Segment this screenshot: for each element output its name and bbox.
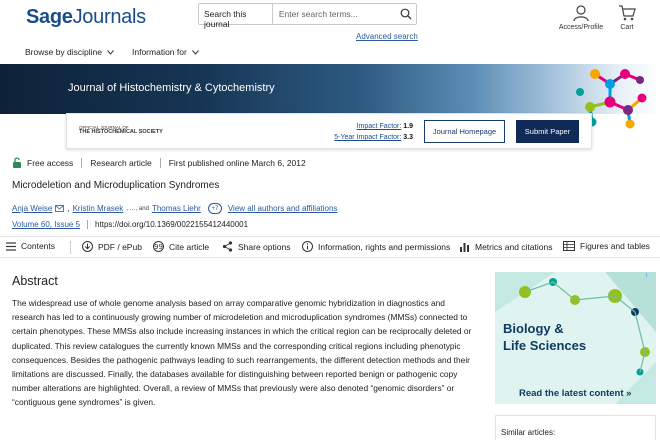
pdf-epub-button[interactable]: PDF / ePub: [82, 241, 142, 252]
free-access-label: Free access: [27, 157, 74, 168]
article-meta: [12, 157, 306, 168]
bar-chart-icon: [459, 241, 470, 252]
cart-label: Cart: [620, 24, 634, 31]
email-icon[interactable]: [55, 205, 64, 212]
five-year-impact-factor-value: 3.3: [403, 134, 413, 141]
abstract-text: The widespread use of whole genome analysis based on array comparative genomic hybridization in diagnostics and research has led to a continuously growing number of microdeletion and microduplication syndromes (MMSs) connected to certain phenotypes. These MMSs also include increasing instances in which the critical region can be reciprocally deleted or duplicated. This review catalogues the currently known MMSs and the corresponding critical regions including phenotypic consequences. Besides the pathogenic pathways leading to such rearrangements, the different detection methods and their limitations are discussed. Finally, the databases available for distinguishing between reported benign or pathogenic copy number alterations are highlighted. Overall, a review of MMSs that previously were also denoted “genomic disorders” or “contiguous gene syndromes” is given.: [12, 298, 472, 408]
article-type: Research article: [90, 157, 152, 168]
divider: [87, 220, 88, 229]
access-profile-button[interactable]: [558, 4, 604, 31]
author-separator: , …, and: [126, 205, 149, 212]
journal-info-card: [66, 113, 592, 149]
download-icon: [82, 241, 93, 252]
contents-button[interactable]: Contents: [6, 241, 55, 251]
journal-title[interactable]: Journal of Histochemistry & Cytochemistry: [68, 82, 275, 94]
search-bar: [198, 3, 417, 29]
top-bar: [0, 0, 660, 42]
advertisement-banner[interactable]: [495, 272, 656, 404]
cart-button[interactable]: [615, 4, 639, 31]
user-icon: [572, 4, 590, 22]
share-options-button[interactable]: Share options: [222, 241, 290, 252]
abstract-heading: Abstract: [12, 274, 58, 288]
ad-read-latest-link[interactable]: Read the latest content »: [519, 388, 632, 399]
submit-paper-button[interactable]: Submit Paper: [516, 120, 579, 143]
main-nav: [0, 42, 660, 64]
ad-title: Biology & Life Sciences: [503, 321, 587, 353]
similar-articles-heading: Similar articles:: [501, 428, 556, 437]
article-title: Microdeletion and Microduplication Syndromes: [12, 180, 220, 191]
article-toolbar: [0, 236, 660, 258]
author-link[interactable]: Anja Weise: [12, 204, 53, 213]
list-icon: [6, 242, 16, 251]
impact-factors: [334, 121, 413, 143]
impact-factor-link[interactable]: Impact Factor:: [356, 123, 402, 130]
search-icon: [400, 8, 412, 20]
more-authors-badge[interactable]: +7: [208, 203, 222, 214]
unlock-icon: [12, 157, 22, 168]
svg-text:99: 99: [154, 243, 163, 251]
volume-info: [12, 220, 248, 229]
information-for-menu[interactable]: Information for: [132, 47, 199, 57]
sage-journals-logo[interactable]: SageJournals: [26, 6, 146, 28]
author-list: Anja Weise , Kristin Mrasek , …, and Thomas Liehr +7 View all authors and affiliations: [12, 204, 338, 213]
author-link[interactable]: Thomas Liehr: [151, 204, 201, 213]
author-link[interactable]: Kristin Mrasek: [72, 204, 124, 213]
quote-icon: [153, 241, 164, 252]
divider: [160, 158, 161, 168]
doi-link[interactable]: https://doi.org/10.1369/0022155412440001: [95, 220, 249, 229]
search-scope-select[interactable]: Search this journal: [199, 4, 273, 24]
share-icon: [222, 241, 233, 252]
info-icon: [302, 241, 313, 252]
metrics-citations-button[interactable]: Metrics and citations: [459, 241, 552, 252]
view-all-authors-link[interactable]: View all authors and affiliations: [227, 204, 338, 213]
impact-factor-value: 1.9: [403, 123, 413, 130]
cite-article-button[interactable]: 99 Cite article: [154, 241, 210, 252]
search-input[interactable]: [273, 4, 396, 24]
journal-homepage-button[interactable]: Journal Homepage: [424, 120, 505, 143]
similar-articles-panel: [495, 415, 656, 440]
publication-date: First published online March 6, 2012: [168, 157, 306, 168]
advanced-search-link[interactable]: Advanced search: [356, 32, 418, 41]
divider: [81, 158, 82, 168]
cart-icon: [618, 4, 636, 22]
society-logo[interactable]: OFFICIAL JOURNAL OF THE HISTOCHEMICAL SOCIETY: [79, 125, 163, 135]
rights-permissions-button[interactable]: Information, rights and permissions: [302, 241, 450, 252]
chevron-down-icon: [192, 50, 199, 55]
browse-by-discipline-menu[interactable]: Browse by discipline: [25, 47, 114, 57]
access-profile-label: Access/Profile: [558, 24, 604, 31]
ad-info-icon[interactable]: i: [646, 273, 648, 279]
search-button[interactable]: [396, 4, 416, 24]
chevron-down-icon: [107, 50, 114, 55]
table-icon: [563, 241, 575, 251]
divider: [70, 241, 71, 254]
five-year-impact-factor-link[interactable]: 5-Year Impact Factor:: [334, 134, 402, 141]
figures-tables-button[interactable]: Figures and tables: [563, 241, 650, 251]
volume-issue-link[interactable]: Volume 60, Issue 5: [12, 220, 81, 229]
